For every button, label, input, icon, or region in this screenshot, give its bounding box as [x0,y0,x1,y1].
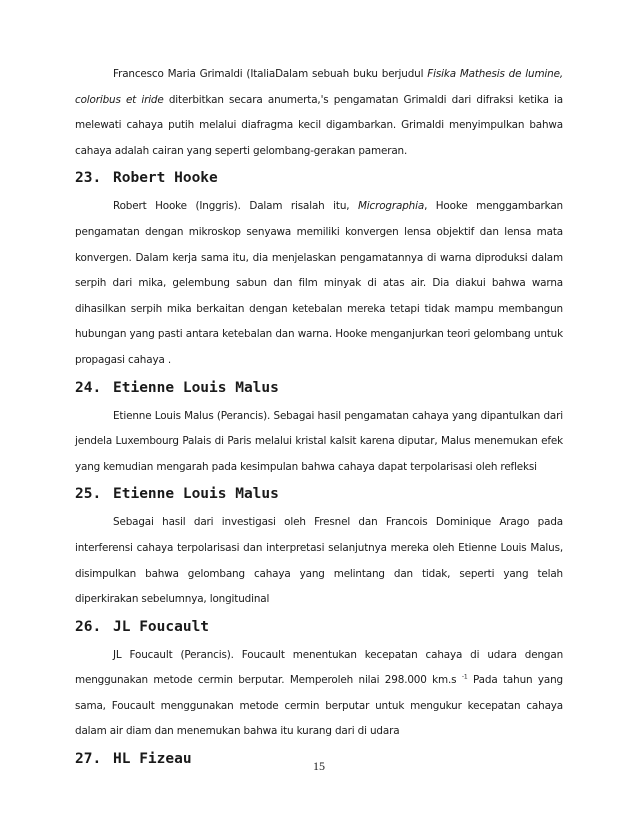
section-block [75,484,563,612]
section-paragraph [75,194,563,373]
section-heading [75,168,563,188]
section-heading [75,617,563,637]
section-number: 27. [75,751,102,768]
section-number: 24. [75,379,102,396]
section-block [75,62,563,164]
paragraph-text: diterbitkan secara anumerta,'s pengamatan Grimaldi dari difraksi ketika ia melewati cahaya putih melalui diafragma kecil digambarkan. Grimaldi menyimpulkan bahwa cahaya adalah cairan yang seperti gelombang-gerakan pameran. [75,93,563,157]
section-title: Etienne Louis Malus [113,486,279,503]
section-paragraph [75,62,563,164]
section-heading [75,484,563,504]
section-paragraph [75,510,563,612]
section-heading [75,378,563,398]
paragraph-text: , Hooke menggambarkan pengamatan dengan mikroskop senyawa memiliki konvergen lensa objektif dan lensa mata konvergen. Dalam kerja sama itu, dia menjelaskan pengamatannya di warna diproduksi dalam serpih dari mika, gelembung sabun dan film minyak di atas air. Dia diakui bahwa warna dihasilkan serpih mika berkaitan dengan ketebalan mereka tetapi tidak mampu membangun hubungan yang pasti antara ketebalan dan warna. Hooke menganjurkan teori gelombang untuk propagasi cahaya . [75,200,563,366]
italic-text: Micrographia [357,200,425,213]
document-page [75,62,563,775]
paragraph-text: JL Foucault (Perancis). Foucault menentukan kecepatan cahaya di udara dengan menggunakan metode cermin berputar. Memperoleh nilai 298.000 km.s [75,648,563,687]
paragraph-text: Robert Hooke (Inggris). Dalam risalah itu, [113,200,358,213]
section-title: HL Fizeau [113,751,192,768]
paragraph-text: Pada tahun yang sama, Foucault menggunakan metode cermin berputar untuk mengukur kecepatan cahaya dalam air diam dan menemukan bahwa itu kurang dari di udara [75,674,563,738]
section-paragraph [75,404,563,481]
section-number: 23. [75,170,102,187]
page-number: 15 [313,759,325,773]
section-title: Robert Hooke [113,170,218,187]
italic-text: Fisika Mathesis de lumine, coloribus et iride [75,68,563,106]
paragraph-text: Etienne Louis Malus (Perancis). Sebagai hasil pengamatan cahaya yang dipantulkan dari jendela Luxembourg Palais di Paris melalui kristal kalsit karena diputar, Malus menemukan efek yang kemudian mengarah pada kesimpulan bahwa cahaya dapat terpolarisasi oleh refleksi [75,409,563,473]
section-block [75,168,563,373]
section-block [75,617,563,745]
paragraph-text: Francesco Maria Grimaldi (ItaliaDalam sebuah buku berjudul [113,68,428,80]
section-number: 26. [75,618,102,635]
paragraph-text: Sebagai hasil dari investigasi oleh Fresnel dan Francois Dominique Arago pada interferensi cahaya terpolarisasi dan interpretasi selanjutnya mereka oleh Etienne Louis Malus, disimpulkan bahwa gelombang cahaya yang melintang dan tidak, seperti yang telah diperkirakan sebelumnya, longitudinal [75,516,563,606]
section-number: 25. [75,486,102,503]
superscript-text: -1 [461,673,468,681]
section-paragraph [75,643,563,745]
section-title: Etienne Louis Malus [113,379,279,396]
section-block [75,378,563,481]
section-title: JL Foucault [113,618,210,635]
